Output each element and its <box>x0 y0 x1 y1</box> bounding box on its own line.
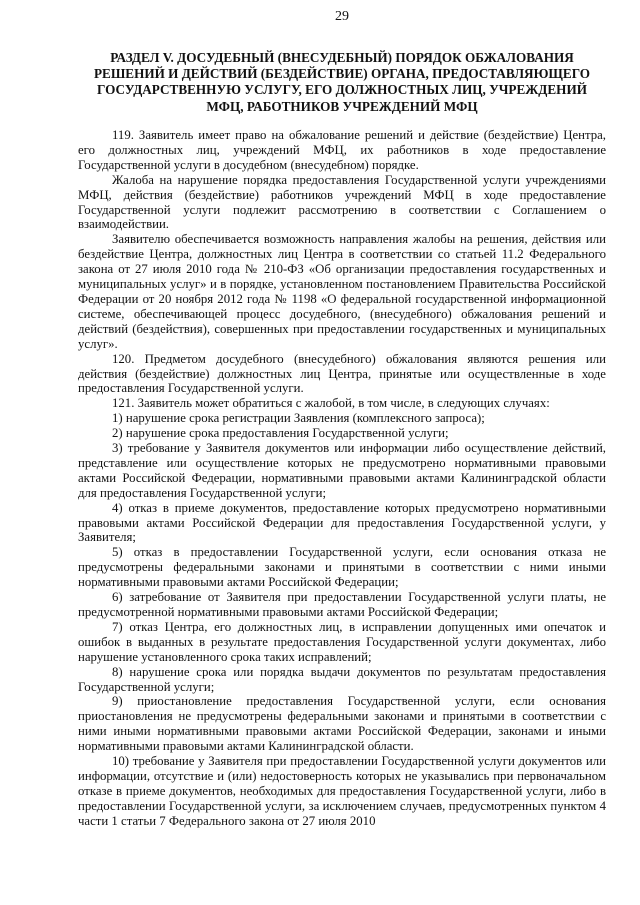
section-heading-line: МФЦ, РАБОТНИКОВ УЧРЕЖДЕНИЙ МФЦ <box>206 98 478 114</box>
list-item: 7) отказ Центра, его должностных лиц, в исправлении допущенных ими опечаток и ошибок в выданных в результате предоставления Государственной услуги документах, либо нарушение установленного срока таких исправлений; <box>78 619 606 664</box>
list-item: 9) приостановление предоставления Государственной услуги, если основания приостановления не предусмотрены федеральными законами и принятыми в соответствии с ними иными нормативными правовыми актами Российской Федерации, законами и иными нормативными правовыми актами Калининградской области. <box>78 694 606 754</box>
list-item: 8) нарушение срока или порядка выдачи документов по результатам предоставления Государственной услуги; <box>78 664 606 694</box>
list-item: 3) требование у Заявителя документов или информации либо осуществление действий, представление или осуществление которых не предусмотрено нормативными правовыми актами Российской Федерации, нормативными правовыми актами Калининградской области для предоставления Государственной услуги; <box>78 441 606 500</box>
list-item: 5) отказ в предоставлении Государственной услуги, если основания отказа не предусмотрены федеральными законами и принятыми в соответствии с ними иными нормативными правовыми актами Российской Федерации; <box>78 545 606 590</box>
paragraph-complaint-mfc: Жалоба на нарушение порядка предоставления Государственной услуги учреждениями МФЦ, действия (бездействие) работников учреждений МФЦ в ходе предоставление Государственной услуги подлежит рассмотрению в соответствии с Соглашением о взаимодействии. <box>78 172 606 232</box>
list-item: 10) требование у Заявителя при предоставлении Государственной услуги документов или информации, отсутствие и (или) недостоверность которых не указывались при первоначальном отказе в приеме документов, необходимых для предоставления Государственной услуги, либо в предоставлении Государственной услуги, за исключением случаев, предусмотренных пунктом 4 части 1 статьи 7 Федерального закона от 27 июля 2010 <box>78 754 606 828</box>
list-item: 2) нарушение срока предоставления Государственной услуги; <box>112 426 449 441</box>
section-heading-line: РЕШЕНИЙ И ДЕЙСТВИЙ (БЕЗДЕЙСТВИЕ) ОРГАНА, ПРЕДОСТАВЛЯЮЩЕГО <box>93 66 591 82</box>
paragraph-complaint-channels: Заявителю обеспечивается возможность направления жалобы на решения, действия или бездействие Центра, должностных лиц Центра в соответствии со статьей 11.2 Федерального закона от 27 июля 2010 года № 210-ФЗ «Об организации предоставления государственных и муниципальных услуг» и в порядке, установленном постановлением Правительства Российской Федерации от 20 ноября 2012 года № 1198 «О федеральной государственной информационной системе, обеспечивающей процесс досудебного, (внесудебного) обжалования решений и действий (бездействия), совершенных при предоставлении государственных и муниципальных услуг». <box>78 232 606 351</box>
section-heading-line: РАЗДЕЛ V. ДОСУДЕБНЫЙ (ВНЕСУДЕБНЫЙ) ПОРЯДОК ОБЖАЛОВАНИЯ <box>110 50 574 65</box>
document-body <box>78 128 606 829</box>
page-number: 29 <box>335 9 349 24</box>
list-item: 6) затребование от Заявителя при предоставлении Государственной услуги платы, не предусмотренной нормативными правовыми актами Российской Федерации; <box>78 590 606 619</box>
list-item: 1) нарушение срока регистрации Заявления (комплексного запроса); <box>112 411 485 426</box>
paragraph-121: 121. Заявитель может обратиться с жалобой, в том числе, в следующих случаях: <box>112 396 550 411</box>
paragraph-119: 119. Заявитель имеет право на обжалование решений и действие (бездействие) Центра, его должностных лиц, учреждений МФЦ, их работников в ходе предоставление Государственной услуги в досудебном (внесудебном) порядке. <box>78 128 606 172</box>
section-heading <box>82 50 602 115</box>
section-heading-line: ГОСУДАРСТВЕННУЮ УСЛУГУ, ЕГО ДОЛЖНОСТНЫХ ЛИЦ, УЧРЕЖДЕНИЙ <box>97 82 587 98</box>
list-item: 4) отказ в приеме документов, предоставление которых предусмотрено нормативными правовыми актами Российской Федерации для предоставления Государственной услуги, у Заявителя; <box>78 500 606 545</box>
paragraph-120: 120. Предметом досудебного (внесудебного) обжалования являются решения или действия (бездействие) должностных лиц Центра, принятые или осуществленные в ходе предоставления Государственной услуги. <box>78 351 606 396</box>
